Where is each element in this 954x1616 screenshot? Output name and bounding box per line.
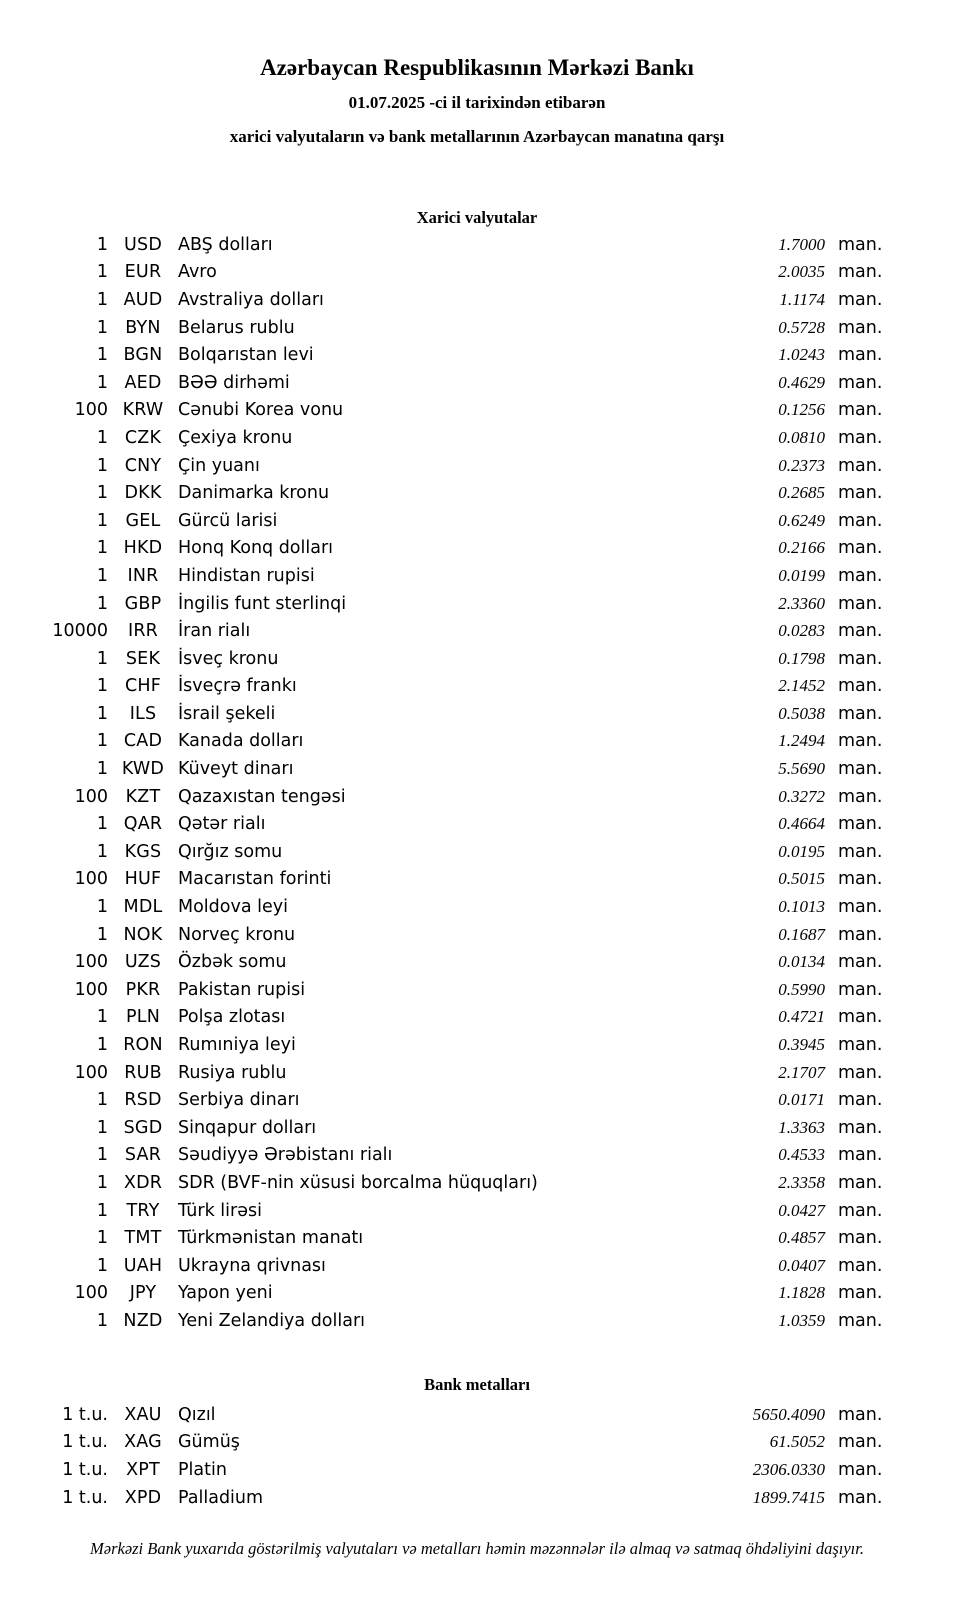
row-rate-value: 0.5990 bbox=[778, 979, 825, 999]
rate-row bbox=[0, 1031, 890, 1059]
row-rate-value: 0.4857 bbox=[778, 1228, 825, 1248]
row-currency-name: Pakistan rupisi bbox=[178, 979, 306, 1000]
row-currency-name: İsveç kronu bbox=[178, 648, 279, 669]
row-currency-name: Platin bbox=[178, 1459, 227, 1480]
row-unit-label: man. bbox=[838, 1255, 883, 1276]
row-quantity: 100 bbox=[74, 400, 108, 421]
row-currency-code: GBP bbox=[124, 593, 162, 614]
rate-row bbox=[0, 507, 890, 535]
row-currency-name: Polşa zlotası bbox=[178, 1007, 286, 1028]
row-unit-label: man. bbox=[838, 1117, 883, 1138]
row-unit-label: man. bbox=[838, 731, 883, 752]
page-title: Azərbaycan Respublikasının Mərkəzi Bankı bbox=[260, 55, 694, 80]
row-currency-name: Səudiyyə Ərəbistanı rialı bbox=[178, 1145, 393, 1166]
row-rate-value: 1.2494 bbox=[778, 731, 825, 751]
row-currency-code: KRW bbox=[122, 400, 164, 421]
row-quantity: 1 bbox=[96, 345, 108, 366]
row-currency-name: Küveyt dinarı bbox=[178, 759, 294, 780]
row-currency-name: Belarus rublu bbox=[178, 317, 295, 338]
row-currency-name: Çin yuanı bbox=[178, 455, 260, 476]
row-currency-code: QAR bbox=[123, 814, 163, 835]
row-quantity: 10000 bbox=[52, 621, 108, 642]
row-currency-name: Türk lirəsi bbox=[178, 1200, 262, 1221]
row-unit-label: man. bbox=[838, 345, 883, 366]
rate-row bbox=[0, 590, 890, 618]
row-quantity: 1 bbox=[96, 372, 108, 393]
row-currency-name: İsrail şekeli bbox=[178, 703, 276, 724]
row-quantity: 1 bbox=[96, 1310, 108, 1331]
row-quantity: 1 bbox=[96, 648, 108, 669]
rate-row bbox=[0, 341, 890, 369]
row-quantity: 1 bbox=[96, 1172, 108, 1193]
row-currency-code: RUB bbox=[124, 1062, 162, 1083]
row-quantity: 1 bbox=[96, 731, 108, 752]
rate-row bbox=[0, 617, 890, 645]
row-quantity: 1 t.u. bbox=[62, 1459, 108, 1480]
row-currency-name: Bolqarıstan levi bbox=[178, 345, 314, 366]
row-currency-name: Avstraliya dolları bbox=[178, 289, 324, 310]
rate-row bbox=[0, 948, 890, 976]
row-currency-name: SDR (BVF-nin xüsusi borcalma hüquqları) bbox=[178, 1172, 538, 1193]
row-rate-value: 0.1687 bbox=[778, 924, 825, 944]
row-currency-code: JPY bbox=[129, 1283, 157, 1304]
row-currency-code: PLN bbox=[126, 1007, 160, 1028]
row-currency-code: IRR bbox=[127, 621, 159, 642]
row-rate-value: 0.2166 bbox=[778, 538, 825, 558]
row-currency-code: TRY bbox=[126, 1200, 160, 1221]
row-unit-label: man. bbox=[838, 593, 883, 614]
row-unit-label: man. bbox=[838, 869, 883, 890]
row-currency-name: İsveçrə frankı bbox=[178, 676, 297, 697]
row-unit-label: man. bbox=[838, 1090, 883, 1111]
row-rate-value: 0.1798 bbox=[778, 648, 825, 668]
row-currency-code: UAH bbox=[123, 1255, 163, 1276]
row-rate-value: 0.1013 bbox=[778, 897, 825, 917]
row-currency-code: SEK bbox=[125, 648, 161, 669]
rate-row bbox=[0, 728, 890, 756]
row-quantity: 1 t.u. bbox=[62, 1487, 108, 1508]
row-currency-name: Kanada dolları bbox=[178, 731, 304, 752]
row-quantity: 1 bbox=[96, 289, 108, 310]
rate-row bbox=[0, 1252, 890, 1280]
row-unit-label: man. bbox=[838, 1310, 883, 1331]
rate-row bbox=[0, 452, 890, 480]
row-rate-value: 1.1828 bbox=[778, 1283, 825, 1303]
rate-row bbox=[0, 866, 890, 894]
row-quantity: 100 bbox=[74, 869, 108, 890]
rate-row bbox=[0, 838, 890, 866]
rate-row bbox=[0, 783, 890, 811]
row-rate-value: 1.7000 bbox=[778, 234, 825, 254]
row-rate-value: 1899.7415 bbox=[752, 1487, 825, 1507]
row-currency-name: Cənubi Korea vonu bbox=[178, 400, 344, 421]
row-rate-value: 2.3358 bbox=[778, 1172, 825, 1192]
row-rate-value: 0.3945 bbox=[778, 1035, 825, 1055]
row-currency-name: Qətər rialı bbox=[178, 814, 266, 835]
row-unit-label: man. bbox=[838, 1404, 883, 1425]
row-unit-label: man. bbox=[838, 1228, 883, 1249]
row-unit-label: man. bbox=[838, 1035, 883, 1056]
row-currency-code: NZD bbox=[123, 1310, 163, 1331]
effective-date-line: 01.07.2025 -ci il tarixindən etibarən bbox=[348, 93, 606, 112]
rate-row bbox=[0, 700, 890, 728]
rate-row bbox=[0, 1142, 890, 1170]
rate-row bbox=[0, 397, 890, 425]
currencies-section-heading: Xarici valyutalar bbox=[416, 208, 538, 227]
row-unit-label: man. bbox=[838, 924, 883, 945]
row-currency-code: BGN bbox=[123, 345, 163, 366]
row-unit-label: man. bbox=[838, 372, 883, 393]
row-currency-name: Rumıniya leyi bbox=[178, 1035, 296, 1056]
row-currency-name: BƏƏ dirhəmi bbox=[178, 372, 290, 393]
row-unit-label: man. bbox=[838, 759, 883, 780]
row-currency-code: INR bbox=[127, 565, 159, 586]
row-currency-name: Sinqapur dolları bbox=[178, 1117, 317, 1138]
row-currency-code: CZK bbox=[124, 427, 162, 448]
row-quantity: 1 bbox=[96, 897, 108, 918]
row-unit-label: man. bbox=[838, 400, 883, 421]
rate-row bbox=[0, 645, 890, 673]
row-quantity: 1 bbox=[96, 1145, 108, 1166]
row-currency-code: NOK bbox=[123, 924, 163, 945]
row-quantity: 1 bbox=[96, 676, 108, 697]
row-rate-value: 2306.0330 bbox=[752, 1459, 825, 1479]
row-currency-code: CNY bbox=[124, 455, 162, 476]
row-rate-value: 2.1707 bbox=[778, 1062, 825, 1082]
rate-row bbox=[0, 231, 890, 259]
row-rate-value: 1.0243 bbox=[778, 345, 825, 365]
row-rate-value: 0.4533 bbox=[778, 1145, 825, 1165]
row-currency-name: Hindistan rupisi bbox=[178, 565, 315, 586]
row-quantity: 1 bbox=[96, 1090, 108, 1111]
row-currency-code: SGD bbox=[123, 1117, 163, 1138]
row-rate-value: 5650.4090 bbox=[752, 1404, 825, 1424]
row-unit-label: man. bbox=[838, 538, 883, 559]
row-currency-name: Qızıl bbox=[178, 1404, 216, 1425]
row-currency-name: Serbiya dinarı bbox=[178, 1090, 300, 1111]
row-currency-name: Özbək somu bbox=[178, 952, 287, 973]
row-rate-value: 2.3360 bbox=[778, 593, 825, 613]
rate-row bbox=[0, 1086, 890, 1114]
row-currency-code: KZT bbox=[125, 786, 161, 807]
row-rate-value: 0.0199 bbox=[778, 565, 825, 585]
row-rate-value: 0.3272 bbox=[778, 786, 825, 806]
row-unit-label: man. bbox=[838, 841, 883, 862]
row-rate-value: 0.4629 bbox=[778, 372, 825, 392]
rate-row bbox=[0, 424, 890, 452]
row-currency-code: AUD bbox=[123, 289, 163, 310]
row-quantity: 100 bbox=[74, 979, 108, 1000]
row-currency-name: Yeni Zelandiya dolları bbox=[178, 1310, 366, 1331]
row-currency-name: Türkmənistan manatı bbox=[178, 1228, 364, 1249]
rate-row bbox=[0, 286, 890, 314]
row-unit-label: man. bbox=[838, 1459, 883, 1480]
row-currency-code: UZS bbox=[124, 952, 162, 973]
row-unit-label: man. bbox=[838, 1145, 883, 1166]
rate-row bbox=[0, 1197, 890, 1225]
row-currency-code: DKK bbox=[124, 483, 162, 504]
rate-row bbox=[0, 1114, 890, 1142]
row-currency-code: HKD bbox=[123, 538, 163, 559]
row-rate-value: 2.0035 bbox=[778, 262, 825, 282]
row-quantity: 1 bbox=[96, 510, 108, 531]
row-currency-code: XPD bbox=[124, 1487, 162, 1508]
row-unit-label: man. bbox=[838, 1007, 883, 1028]
row-rate-value: 0.1256 bbox=[778, 400, 825, 420]
row-currency-name: Avro bbox=[178, 262, 217, 283]
row-unit-label: man. bbox=[838, 648, 883, 669]
row-rate-value: 0.0810 bbox=[778, 427, 825, 447]
row-currency-name: Rusiya rublu bbox=[178, 1062, 287, 1083]
row-unit-label: man. bbox=[838, 621, 883, 642]
rate-row bbox=[0, 1429, 890, 1457]
row-currency-name: Moldova leyi bbox=[178, 897, 288, 918]
rate-row bbox=[0, 893, 890, 921]
row-currency-name: ABŞ dolları bbox=[178, 234, 273, 255]
row-quantity: 1 bbox=[96, 317, 108, 338]
rate-row bbox=[0, 755, 890, 783]
row-unit-label: man. bbox=[838, 1487, 883, 1508]
row-unit-label: man. bbox=[838, 1062, 883, 1083]
row-unit-label: man. bbox=[838, 1172, 883, 1193]
row-currency-name: Palladium bbox=[178, 1487, 264, 1508]
row-quantity: 1 bbox=[96, 483, 108, 504]
row-rate-value: 2.1452 bbox=[778, 676, 825, 696]
row-rate-value: 0.0283 bbox=[778, 621, 825, 641]
row-currency-code: AED bbox=[124, 372, 162, 393]
row-quantity: 100 bbox=[74, 1283, 108, 1304]
row-rate-value: 0.0171 bbox=[778, 1090, 825, 1110]
rate-row bbox=[0, 1059, 890, 1087]
row-rate-value: 0.5015 bbox=[778, 869, 825, 889]
rate-row bbox=[0, 1307, 890, 1335]
row-quantity: 1 bbox=[96, 759, 108, 780]
row-quantity: 1 t.u. bbox=[62, 1432, 108, 1453]
row-quantity: 1 bbox=[96, 455, 108, 476]
row-currency-name: Macarıstan forinti bbox=[178, 869, 332, 890]
rate-row bbox=[0, 1004, 890, 1032]
row-unit-label: man. bbox=[838, 289, 883, 310]
scope-line: xarici valyutaların və bank metallarının Azərbaycan manatına qarşı bbox=[229, 127, 725, 146]
row-rate-value: 1.0359 bbox=[778, 1310, 825, 1330]
row-unit-label: man. bbox=[838, 427, 883, 448]
row-currency-code: XAG bbox=[124, 1432, 162, 1453]
row-currency-code: PKR bbox=[125, 979, 161, 1000]
row-unit-label: man. bbox=[838, 1200, 883, 1221]
row-quantity: 100 bbox=[74, 952, 108, 973]
row-currency-name: Yapon yeni bbox=[178, 1283, 273, 1304]
row-currency-code: RSD bbox=[124, 1090, 162, 1111]
row-quantity: 1 bbox=[96, 262, 108, 283]
row-unit-label: man. bbox=[838, 979, 883, 1000]
row-currency-name: Honq Konq dolları bbox=[178, 538, 334, 559]
row-unit-label: man. bbox=[838, 1432, 883, 1453]
currency-table bbox=[0, 231, 890, 1335]
row-currency-code: XAU bbox=[124, 1404, 162, 1425]
row-unit-label: man. bbox=[838, 897, 883, 918]
row-unit-label: man. bbox=[838, 952, 883, 973]
row-currency-name: İran rialı bbox=[178, 621, 251, 642]
row-unit-label: man. bbox=[838, 1283, 883, 1304]
row-quantity: 1 bbox=[96, 234, 108, 255]
rate-row bbox=[0, 1224, 890, 1252]
row-currency-code: GEL bbox=[125, 510, 161, 531]
rate-row bbox=[0, 562, 890, 590]
row-quantity: 1 bbox=[96, 814, 108, 835]
rate-row bbox=[0, 1169, 890, 1197]
row-rate-value: 1.1174 bbox=[779, 289, 825, 309]
row-currency-name: Norveç kronu bbox=[178, 924, 296, 945]
row-quantity: 1 bbox=[96, 427, 108, 448]
row-quantity: 1 bbox=[96, 1117, 108, 1138]
rate-row bbox=[0, 369, 890, 397]
row-unit-label: man. bbox=[838, 676, 883, 697]
rate-row bbox=[0, 1401, 890, 1429]
row-currency-name: İngilis funt sterlinqi bbox=[178, 593, 347, 614]
row-quantity: 1 bbox=[96, 1228, 108, 1249]
row-quantity: 1 bbox=[96, 593, 108, 614]
row-currency-code: EUR bbox=[124, 262, 162, 283]
metals-section-heading: Bank metalları bbox=[424, 1375, 530, 1394]
row-currency-code: SAR bbox=[124, 1145, 162, 1166]
row-quantity: 1 t.u. bbox=[62, 1404, 108, 1425]
row-rate-value: 0.2373 bbox=[778, 455, 825, 475]
row-currency-name: Qazaxıstan tengəsi bbox=[178, 786, 346, 807]
row-quantity: 1 bbox=[96, 841, 108, 862]
row-quantity: 1 bbox=[96, 924, 108, 945]
row-currency-code: XPT bbox=[126, 1459, 160, 1480]
row-unit-label: man. bbox=[838, 510, 883, 531]
row-quantity: 1 bbox=[96, 538, 108, 559]
row-currency-code: MDL bbox=[123, 897, 163, 918]
row-quantity: 1 bbox=[96, 703, 108, 724]
row-currency-name: Çexiya kronu bbox=[178, 427, 293, 448]
row-currency-code: BYN bbox=[125, 317, 161, 338]
row-currency-code: XDR bbox=[123, 1172, 163, 1193]
row-currency-code: USD bbox=[124, 234, 162, 255]
row-rate-value: 0.0427 bbox=[778, 1200, 825, 1220]
row-unit-label: man. bbox=[838, 262, 883, 283]
row-currency-name: Gürcü larisi bbox=[178, 510, 278, 531]
row-rate-value: 0.4664 bbox=[778, 814, 825, 834]
rate-row bbox=[0, 259, 890, 287]
row-rate-value: 61.5052 bbox=[769, 1432, 825, 1452]
obligation-note: Mərkəzi Bank yuxarıda göstərilmiş valyutaları və metalları həmin məzənnələr ilə almaq və satmaq öhdəliyini daşıyır. bbox=[90, 1539, 864, 1558]
row-currency-code: KWD bbox=[121, 759, 165, 780]
row-currency-code: KGS bbox=[124, 841, 162, 862]
rate-row bbox=[0, 1484, 890, 1512]
rate-row bbox=[0, 535, 890, 563]
row-currency-code: CAD bbox=[123, 731, 163, 752]
row-rate-value: 0.0134 bbox=[778, 952, 825, 972]
row-currency-code: HUF bbox=[124, 869, 162, 890]
row-unit-label: man. bbox=[838, 317, 883, 338]
row-rate-value: 0.0407 bbox=[778, 1255, 825, 1275]
row-rate-value: 0.4721 bbox=[778, 1007, 825, 1027]
row-rate-value: 1.3363 bbox=[778, 1117, 825, 1137]
row-unit-label: man. bbox=[838, 455, 883, 476]
row-currency-code: CHF bbox=[124, 676, 162, 697]
rate-row bbox=[0, 673, 890, 701]
row-quantity: 1 bbox=[96, 1255, 108, 1276]
row-quantity: 1 bbox=[96, 565, 108, 586]
row-currency-code: ILS bbox=[129, 703, 157, 724]
rate-row bbox=[0, 921, 890, 949]
rate-row bbox=[0, 976, 890, 1004]
row-currency-name: Qırğız somu bbox=[178, 841, 283, 862]
row-currency-name: Ukrayna qrivnası bbox=[178, 1255, 326, 1276]
row-rate-value: 0.5038 bbox=[778, 703, 825, 723]
metals-table bbox=[0, 1401, 890, 1511]
row-rate-value: 5.5690 bbox=[778, 759, 825, 779]
row-rate-value: 0.6249 bbox=[778, 510, 825, 530]
rate-row bbox=[0, 810, 890, 838]
row-quantity: 100 bbox=[74, 1062, 108, 1083]
row-rate-value: 0.0195 bbox=[778, 841, 825, 861]
row-unit-label: man. bbox=[838, 703, 883, 724]
row-currency-name: Danimarka kronu bbox=[178, 483, 330, 504]
row-unit-label: man. bbox=[838, 814, 883, 835]
rate-row bbox=[0, 479, 890, 507]
rate-row bbox=[0, 1280, 890, 1308]
row-quantity: 1 bbox=[96, 1035, 108, 1056]
row-unit-label: man. bbox=[838, 786, 883, 807]
row-rate-value: 0.2685 bbox=[778, 483, 825, 503]
rate-row bbox=[0, 1456, 890, 1484]
row-currency-code: RON bbox=[123, 1035, 163, 1056]
row-quantity: 1 bbox=[96, 1007, 108, 1028]
row-unit-label: man. bbox=[838, 483, 883, 504]
row-quantity: 1 bbox=[96, 1200, 108, 1221]
row-quantity: 100 bbox=[74, 786, 108, 807]
row-rate-value: 0.5728 bbox=[778, 317, 825, 337]
rate-row bbox=[0, 314, 890, 342]
row-currency-code: TMT bbox=[124, 1228, 162, 1249]
row-currency-name: Gümüş bbox=[178, 1432, 240, 1453]
row-unit-label: man. bbox=[838, 234, 883, 255]
row-unit-label: man. bbox=[838, 565, 883, 586]
